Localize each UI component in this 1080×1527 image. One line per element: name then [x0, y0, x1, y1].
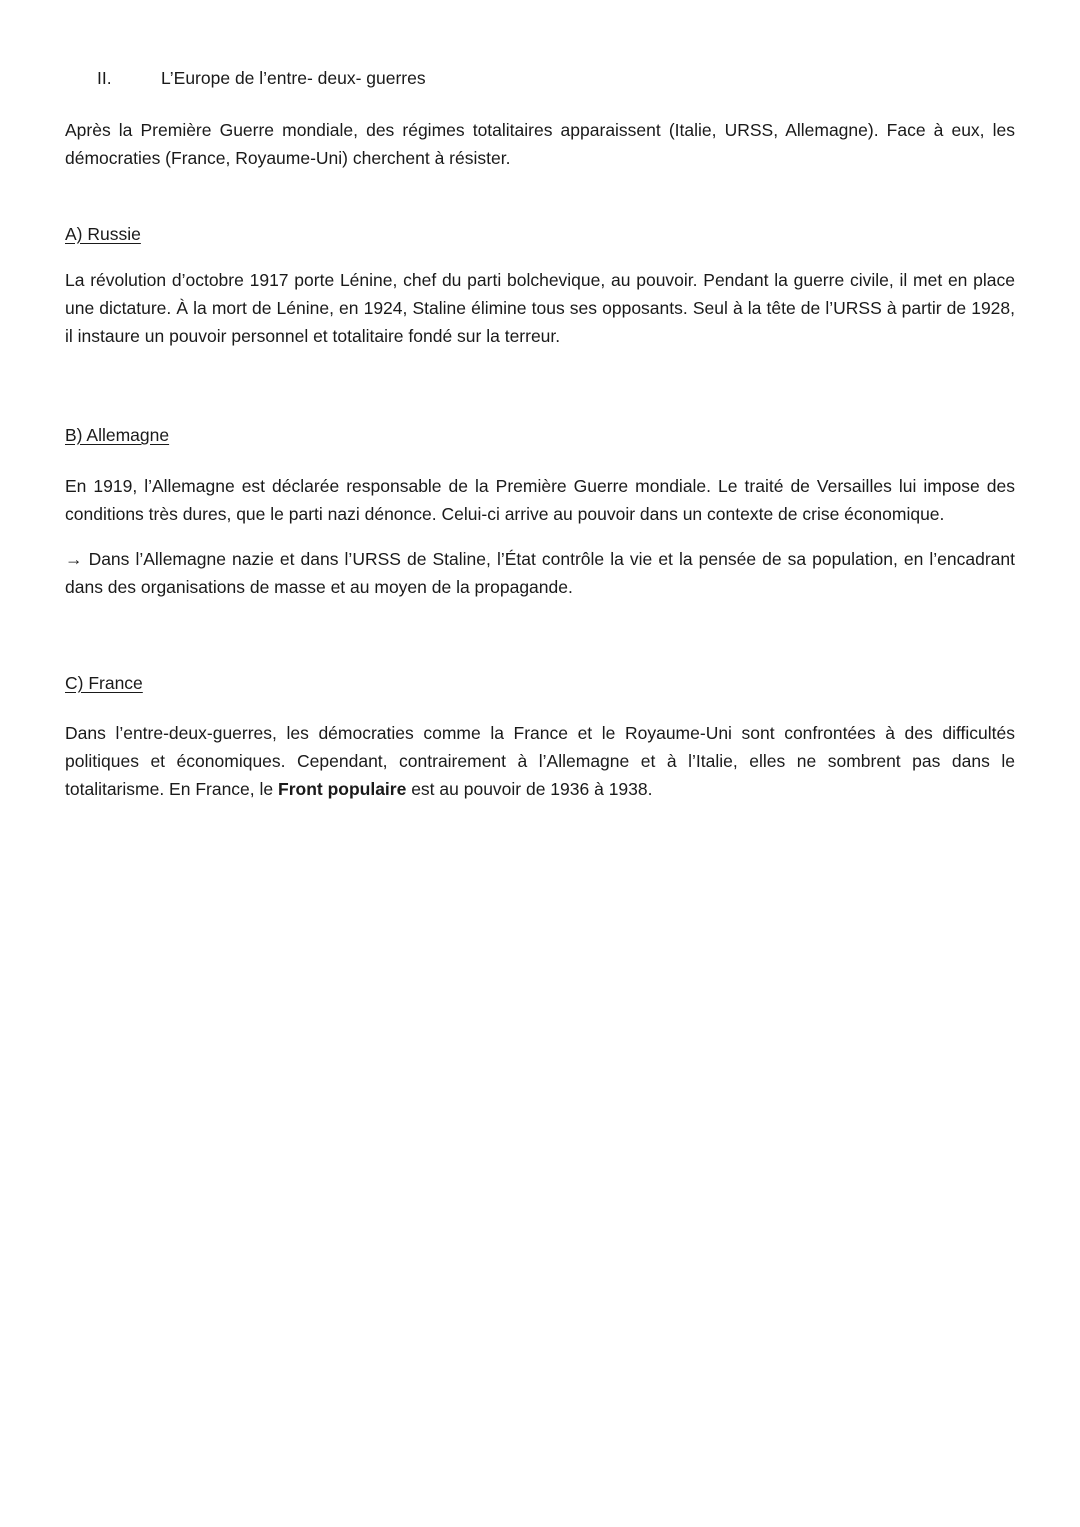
- intro-paragraph: Après la Première Guerre mondiale, des régimes totalitaires apparaissent (Italie, URSS, Allemagne). Face à eux, les démocraties (France, Royaume-Uni) cherchent à résister.: [65, 120, 1015, 168]
- paragraph-conclusion: [65, 545, 1015, 601]
- arrow-icon: →: [65, 549, 83, 569]
- subheading-france: C) France: [65, 673, 143, 693]
- france-text-after: est au pouvoir de 1936 à 1938.: [406, 779, 653, 799]
- section-number: II.: [97, 68, 112, 88]
- paragraph-allemagne: En 1919, l’Allemagne est déclarée responsable de la Première Guerre mondiale. Le traité de Versailles lui impose des conditions très dures, que le parti nazi dénonce. Celui-ci arrive au pouvoir dans un contexte de crise économique.: [65, 476, 1015, 524]
- conclusion-text: Dans l’Allemagne nazie et dans l’URSS de Staline, l’État contrôle la vie et la pensée de sa population, en l’encadrant dans des organisations de masse et au moyen de la propagande.: [65, 549, 1015, 597]
- paragraph-france: [65, 719, 1015, 803]
- france-text-before: Dans l’entre-deux-guerres, les démocraties comme la France et le Royaume-Uni sont confrontées à des difficultés politiques et économiques. Cependant, contrairement à l’Allemagne et à l’Italie, elles ne sombrent pas dans le totalitarisme. En France, le: [65, 723, 1015, 799]
- subheading-allemagne: B) Allemagne: [65, 425, 170, 445]
- paragraph-russie: La révolution d’octobre 1917 porte Lénine, chef du parti bolchevique, au pouvoir. Pendant la guerre civile, il met en place une dictature. À la mort de Lénine, en 1924, Staline élimine tous ses opposants. Seul à la tête de l’URSS à partir de 1928, il instaure un pouvoir personnel et totalitaire fondé sur la terreur.: [65, 270, 1015, 346]
- subheading-russie: A) Russie: [65, 224, 141, 244]
- front-populaire-term: Front populaire: [278, 779, 407, 799]
- section-title: L’Europe de l’entre- deux- guerres: [161, 68, 426, 88]
